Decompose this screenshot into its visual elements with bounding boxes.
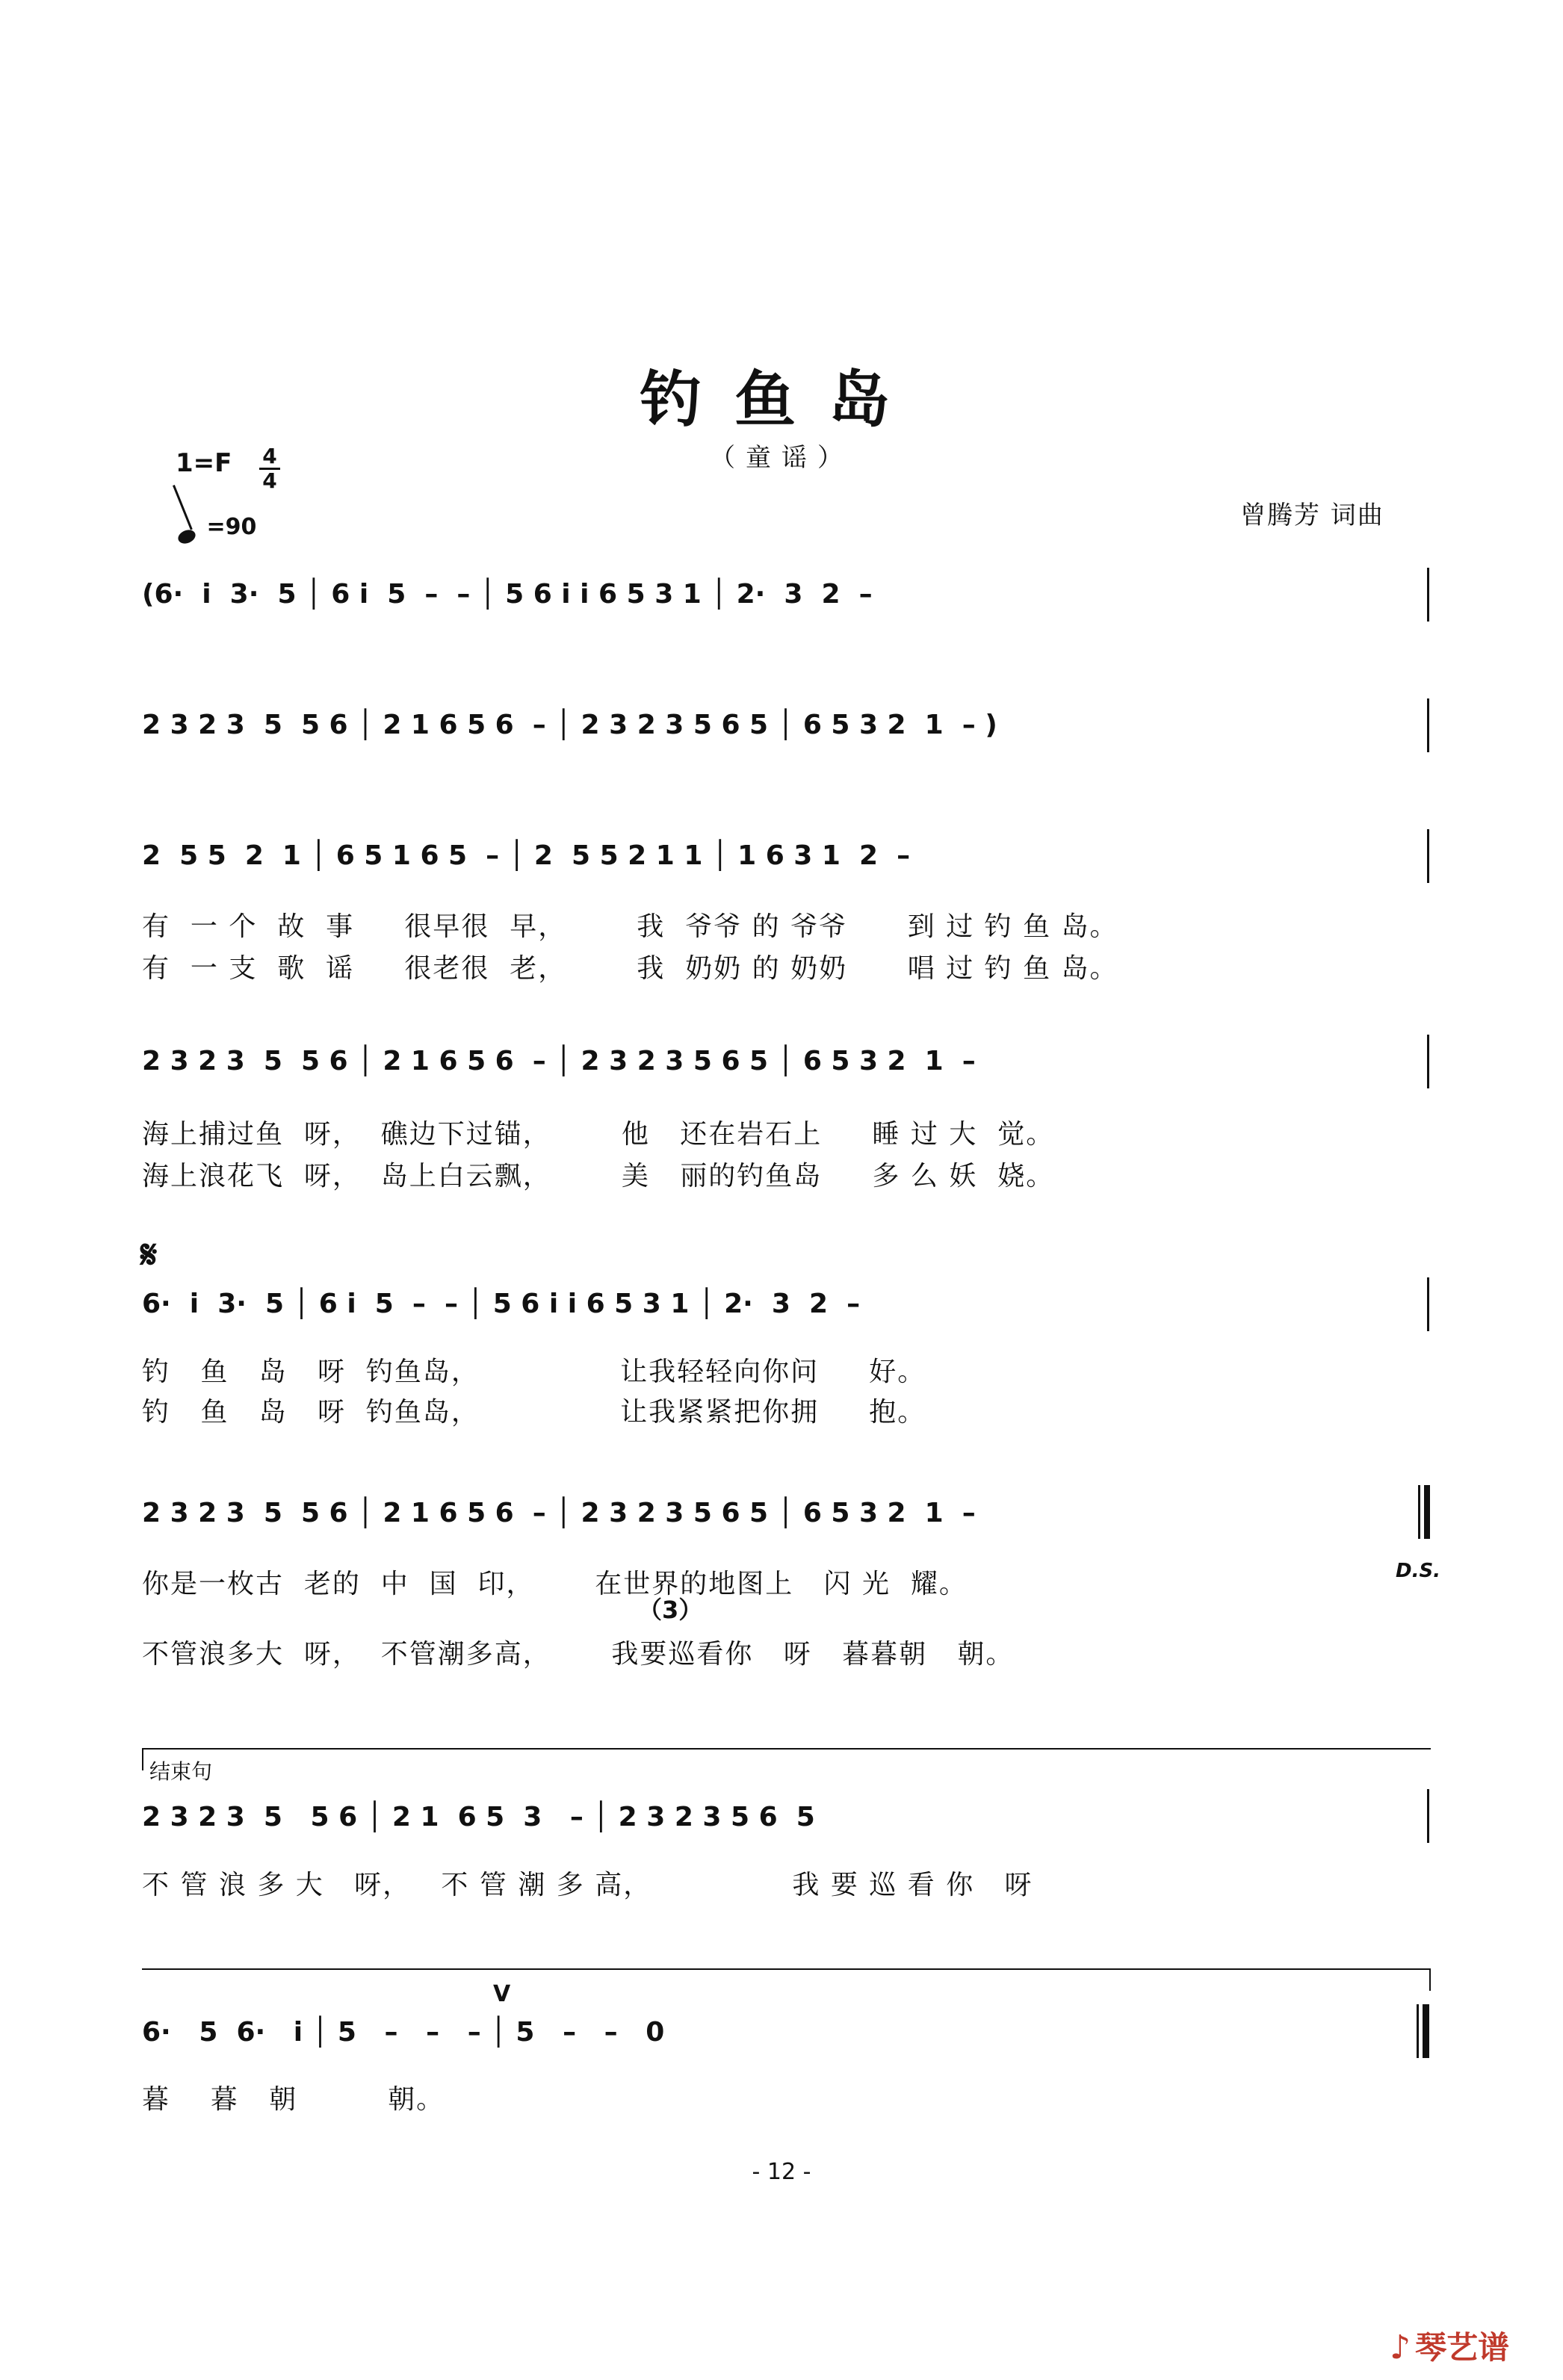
lyric-row-4-verse-2: 海上浪花飞 呀， 岛上白云飘， 美 丽的钓鱼岛 多 么 妖 娆。 — [142, 1161, 1055, 1191]
barline — [1427, 698, 1429, 752]
logo-icon: ♪ — [1390, 2328, 1411, 2367]
author-credit: 曾腾芳 词曲 — [1240, 501, 1384, 530]
breath-mark: V — [493, 1981, 511, 2007]
meter-top: 4 — [262, 444, 277, 468]
ending-label: 结束句 — [149, 1759, 213, 1784]
ending-bracket-line — [142, 1748, 1431, 1750]
lyric-row-6-verse-3: 不管浪多大 呀， 不管潮多高， 我要巡看你 呀 暮暮朝 朝。 — [142, 1639, 1015, 1670]
tempo-value: =90 — [206, 514, 257, 540]
music-row-4: 2 3 2 3 5 5 6 │ 2 1 6 5 6 – │ 2 3 2 3 5 6 5 │ 6 5 3 2 1 – — [142, 1046, 976, 1076]
watermark-logo — [1390, 2323, 1509, 2368]
lyric-row-5-verse-1: 钓 鱼 岛 呀 钓鱼岛， 让我轻轻向你问 好。 — [142, 1357, 926, 1387]
coda-bracket-line — [142, 1968, 1431, 1970]
lyric-row-4-verse-1: 海上捕过鱼 呀， 礁边下过锚， 他 还在岩石上 睡 过 大 觉。 — [142, 1119, 1055, 1150]
barline — [1427, 1035, 1429, 1088]
tempo-marking — [178, 514, 256, 540]
ending-bracket-tick — [142, 1748, 143, 1770]
coda-bracket-tick — [1429, 1968, 1431, 1991]
segno-icon: 𝄋 — [140, 1233, 158, 1277]
logo-text: 琴艺谱 — [1415, 2329, 1510, 2366]
ds-marking: D.S. — [1396, 1560, 1441, 1582]
quarter-note-icon — [176, 527, 198, 546]
meter-bottom: 4 — [262, 468, 277, 493]
verse-3-label: （3） — [638, 1596, 703, 1624]
barline — [1427, 1789, 1429, 1843]
music-row-3: 2 5 5 2 1 │ 6 5 1 6 5 – │ 2 5 5 2 1 1 │ 1 6 3 1 2 – — [142, 840, 911, 871]
lyric-row-3-verse-2: 有 一 支 歌 谣 很老很 老， 我 奶奶 的 奶奶 唱 过 钓 鱼 岛。 — [142, 953, 1118, 984]
music-row-8: 6· 5 6· i │ 5 – – – │ 5 – – 0 — [142, 2017, 665, 2048]
lyric-row-6-verse-1: 你是一枚古 老的 中 国 印， 在世界的地图上 闪 光 耀。 — [142, 1569, 968, 1599]
lyric-row-3-verse-1: 有 一 个 故 事 很早很 早， 我 爷爷 的 爷爷 到 过 钓 鱼 岛。 — [142, 911, 1118, 942]
music-row-5: 6· i 3· 5 │ 6 i 5 – – │ 5 6 i i 6 5 3 1 │ 2· 3 2 – — [142, 1289, 861, 1319]
music-row-7: 2 3 2 3 5 5 6 │ 2 1 6 5 3 – │ 2 3 2 3 5 6 5 — [142, 1802, 815, 1832]
page-number: - 12 - — [752, 2159, 811, 2185]
lyric-row-5-verse-2: 钓 鱼 岛 呀 钓鱼岛， 让我紧紧把你拥 抱。 — [142, 1397, 926, 1428]
repeat-barline-thick — [1424, 1485, 1430, 1539]
lyric-row-7: 不 管 浪 多 大 呀， 不 管 潮 多 高， 我 要 巡 看 你 呀 — [142, 1870, 1033, 1900]
music-row-2: 2 3 2 3 5 5 6 │ 2 1 6 5 6 – │ 2 3 2 3 5 6 5 │ 6 5 3 2 1 – ) — [142, 710, 997, 740]
final-barline-thin — [1417, 2004, 1419, 2058]
time-signature — [257, 445, 282, 492]
barline — [1427, 829, 1429, 883]
barline — [1427, 568, 1429, 622]
barline — [1427, 1277, 1429, 1331]
final-barline-thick — [1423, 2004, 1429, 2058]
lyric-row-8: 暮 暮 朝 朝。 — [142, 2084, 445, 2115]
music-row-6: 2 3 2 3 5 5 6 │ 2 1 6 5 6 – │ 2 3 2 3 5 6 5 │ 6 5 3 2 1 – — [142, 1498, 976, 1528]
page-title: 钓鱼岛 — [640, 364, 923, 436]
subtitle: （童谣） — [710, 443, 853, 473]
key-signature: 1=F — [176, 448, 232, 478]
repeat-barline-thin — [1418, 1485, 1420, 1539]
music-row-1: (6· i 3· 5 │ 6 i 5 – – │ 5 6 i i 6 5 3 1 │ 2· 3 2 – — [142, 579, 873, 610]
